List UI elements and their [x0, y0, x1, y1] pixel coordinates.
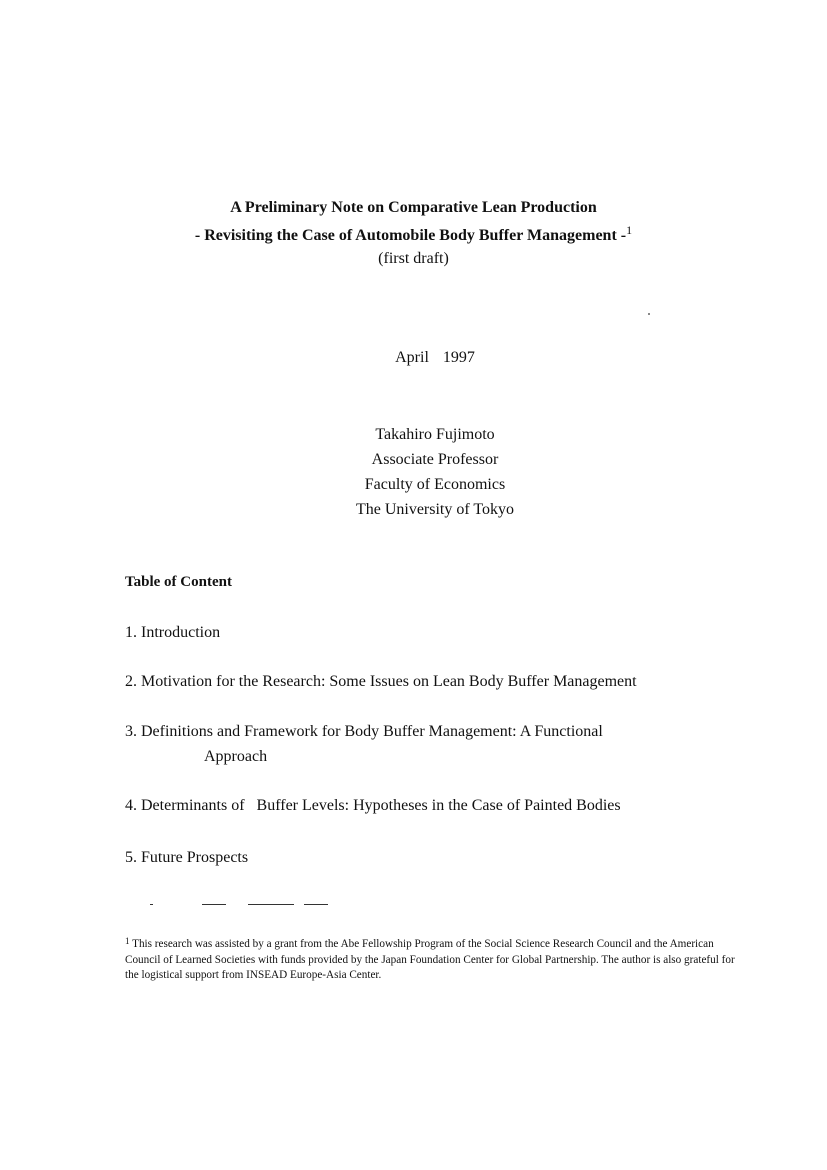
- author-university: The University of Tokyo: [355, 501, 515, 518]
- toc-item-text-part-a: 4. Determinants of: [125, 797, 245, 814]
- toc-item-text: 5. Future Prospects: [125, 849, 249, 866]
- toc-item-2: [125, 669, 637, 694]
- author-block: [0, 422, 827, 522]
- toc-item-text: 3. Definitions and Framework for Body Buffer Management: A Functional: [125, 723, 603, 740]
- title-subtitle-text: - Revisiting the Case of Automobile Body Buffer Management -: [194, 227, 627, 244]
- author-name: Takahiro Fujimoto: [375, 426, 495, 443]
- toc-item-3: [125, 719, 603, 769]
- toc-item-text: 1. Introduction: [125, 624, 221, 641]
- title-main: A Preliminary Note on Comparative Lean Production: [230, 199, 597, 216]
- footnote: [125, 934, 745, 984]
- toc-item-continuation: Approach: [204, 748, 268, 765]
- footnote-text: This research was assisted by a grant from the Abe Fellowship Program of the Social Science Research Council and the American Council of Learned Societies with funds provided by the Japan Foundation Center for Global Partnership. The author is also grateful for the logistical support from INSEAD Europe-Asia Center.: [125, 938, 735, 981]
- toc-item-text-part-b: Buffer Levels: Hypotheses in the Case of Painted Bodies: [256, 797, 621, 814]
- title-subtitle: [0, 219, 827, 247]
- toc-item-1: [125, 620, 220, 645]
- author-faculty: Faculty of Economics: [364, 476, 506, 493]
- author-position: Associate Professor: [371, 451, 499, 468]
- scan-speck: [648, 313, 650, 315]
- date: April 1997: [395, 349, 475, 366]
- footnote-mark: 1: [125, 936, 130, 946]
- toc-heading: Table of Content: [125, 574, 232, 590]
- toc-item-4: [125, 793, 621, 818]
- draft-label: (first draft): [378, 250, 449, 267]
- toc-item-5: [125, 845, 248, 870]
- toc-item-text: 2. Motivation for the Research: Some Issues on Lean Body Buffer Management: [125, 673, 637, 690]
- footnote-reference-mark: 1: [626, 223, 633, 237]
- title-block: [0, 196, 827, 270]
